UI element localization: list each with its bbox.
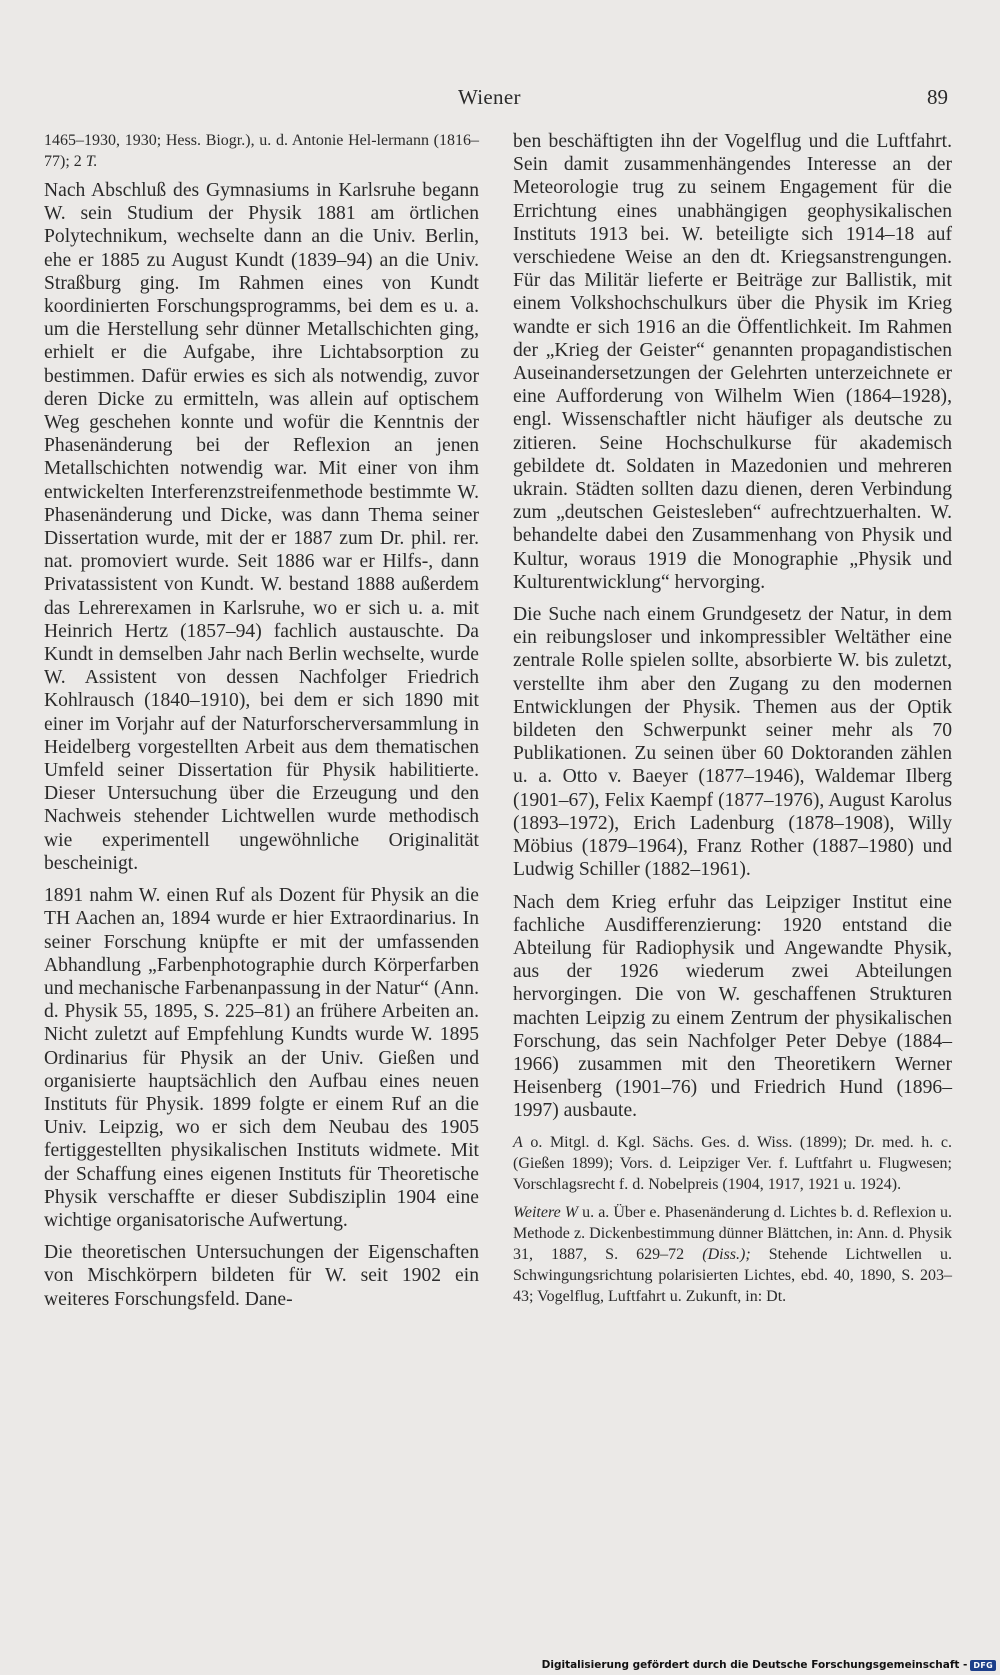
works-text-2: Stehende Lichtwellen u. Schwingungsrichtung polarisierten Lichtes, ebd. 40, 1890, S. 203–43; Vogelflug, Luftfahrt u. Zukunft, in: Dt. bbox=[513, 1245, 953, 1305]
genealogy-text: 1465–1930, 1930; Hess. Biogr.), u. d. Antonie Hel-lermann (1816–77); 2 bbox=[44, 132, 479, 170]
paragraph-education: Nach Abschluß des Gymnasiums in Karlsruhe begann W. sein Studium der Physik 1881 am örtlichen Polytechnikum, wechselte dann an die Univ. Berlin, ehe er 1885 zu August Kundt (1839–94) an die Univ. Straßburg ging. Im Rahmen eines von Kundt koordinierten Forschungsprogramms, bei dem es u. a. um die Herstellung sehr dünner Metallschichten ging, erhielt er die Aufgabe, ihre Lichtabsorption zu bestimmen. Dafür erwies es sich als notwendig, zuvor deren Dicke zu ermitteln, was allein auf optischem Weg geschehen konnte und wofür die Kenntnis der Phasenänderung bei der Reflexion an jenen Metallschichten notwendig war. Mit einer von ihm entwickelten Interferenzstreifenmethode bestimmte W. Phasenänderung und Dicke, was dann Thema seiner Dissertation wurde, mit der er 1887 zum Dr. phil. rer. nat. promoviert wurde. Seit 1886 war er Hilfs-, dann Privatassistent von Kundt. W. bestand 1888 außerdem das Lehrerexamen in Karlsruhe, wo er sich u. a. mit Heinrich Hertz (1857–94) fachlich austauschte. Da Kundt in demselben Jahr nach Berlin wechselte, wurde W. Assistent von dessen Nachfolger Friedrich Kohlrausch (1840–1910), bei dem er sich 1890 mit einer im Vorjahr auf der Naturforscherversammlung in Heidelberg vorgestellten Arbeit aus dem thematischen Umfeld seiner Dissertation für Physik habilitierte. Dieser Untersuchung über die Erzeugung und den Nachweis stehender Lichtwellen wurde methodisch wie experimentell ungewöhnliche Originalität bescheinigt. bbox=[44, 180, 479, 874]
left-column bbox=[44, 130, 479, 1320]
honors-paragraph bbox=[513, 1132, 952, 1195]
honors-text: o. Mitgl. d. Kgl. Sächs. Ges. d. Wiss. (1899); Dr. med. h. c. (Gießen 1899); Vors. d. Leipziger Ver. f. Luftfahrt u. Flugwesen; Vorschlagsrecht f. d. Nobelpreis (1904, 1917, 1921 u. 1924). bbox=[513, 1133, 952, 1193]
paragraph-ether: Die Suche nach einem Grundgesetz der Natur, in dem ein reibungsloser und inkompressibler Weltäther eine zentrale Rolle spielen sollte, absorbierte W. bis zuletzt, verstellte ihm aber den Zugang zu den modernen Entwicklungen der Physik. Themen aus der Optik bildeten den Schwerpunkt seiner mehr als 70 Publikationen. Zu seinen über 60 Doktoranden zählen u. a. Otto v. Baeyer (1877–1946), Waldemar Ilberg (1901–67), Felix Kaempf (1877–1976), August Karolus (1893–1972), Erich Ladenburg (1878–1908), Willy Möbius (1879–1964), Franz Rother (1887–1980) und Ludwig Schiller (1882–1961). bbox=[513, 604, 952, 881]
dfg-logo-icon: DFG bbox=[970, 1660, 996, 1671]
works-diss: (Diss.); bbox=[702, 1245, 751, 1263]
paragraph-institute: Nach dem Krieg erfuhr das Leipziger Institut eine fachliche Ausdifferenzierung: 1920 entstand die Abteilung für Radiophysik und Angewandte Physik, aus der 1926 wiederum zwei Abteilungen hervorgingen. Die von W. geschaffenen Strukturen machten Leipzig zu einem Zentrum der physikalischen Forschung, das sein Nachfolger Peter Debye (1884–1966) zusammen mit den Theoretikern Werner Heisenberg (1901–76) und Friedrich Hund (1896–1997) ausbaute. bbox=[513, 891, 952, 1122]
footer-text: Digitalisierung gefördert durch die Deutsche Forschungsgemeinschaft - bbox=[541, 1659, 968, 1671]
genealogy-paragraph bbox=[44, 130, 479, 172]
genealogy-em: T. bbox=[85, 153, 98, 170]
running-header-title: Wiener bbox=[458, 85, 521, 109]
paragraph-war: ben beschäftigten ihn der Vogelflug und die Luftfahrt. Sein damit zusammenhängendes Interesse an der Meteorologie trug zu seinem Engagement für die Errichtung eines unabhängigen geophysikalischen Instituts 1913 bei. W. beteiligte sich 1914–18 auf verschiedene Weise an den dt. Kriegsanstrengungen. Für das Militär lieferte er Beiträge zur Ballistik, mit einem Volkshochschulkurs über die Physik im Krieg wandte er sich 1916 an die Öffentlichkeit. Im Rahmen der „Krieg der Geister“ genannten propagandistischen Auseinandersetzungen der Gelehrten unterzeichnete er eine Aufforderung von Wilhelm Wien (1864–1928), engl. Wissenschaftler nicht häufiger als deutsche zu zitieren. Seine Hochschulkurse für akademisch gebildete dt. Soldaten in Mazedonien und mehreren ukrain. Städten sollten dazu dienen, deren Verbindung zum „deutschen Geistesleben“ aufrechtzuerhalten. W. behandelte dabei den Zusammenhang von Physik und Kultur, woraus 1919 die Monographie „Physik und Kulturentwicklung“ hervorging. bbox=[513, 131, 952, 593]
works-text-1: u. a. Über e. Phasenänderung d. Lichtes b. d. Reflexion u. Methode z. Dickenbestimmung dünner Blättchen, in: Ann. d. Physik 31, 1887, S. 629–72 bbox=[513, 1203, 952, 1263]
works-paragraph bbox=[513, 1202, 952, 1307]
right-column bbox=[513, 130, 952, 1314]
works-label: Weitere W bbox=[513, 1203, 579, 1221]
paragraph-research: Die theoretischen Untersuchungen der Eigenschaften von Mischkörpern bildeten für W. seit 1902 ein weiteres Forschungsfeld. Dane- bbox=[44, 1242, 479, 1310]
digitization-footer bbox=[542, 1659, 996, 1671]
honors-label: A bbox=[513, 1133, 523, 1151]
paragraph-career: 1891 nahm W. einen Ruf als Dozent für Physik an die TH Aachen an, 1894 wurde er hier Extraordinarius. In seiner Forschung knüpfte er mit der umfassenden Abhandlung „Farbenphotographie durch Körperfarben und mechanische Farbenanpassung in der Natur“ (Ann. d. Physik 55, 1895, S. 225–81) an frühere Arbeiten an. Nicht zuletzt auf Empfehlung Kundts wurde W. 1895 Ordinarius für Physik an der Univ. Gießen und organisierte hauptsächlich den Aufbau eines neuen Instituts für Physik. 1899 folgte er einem Ruf an die Univ. Leipzig, wo er sich dem Neubau des 1905 fertiggestellten physikalischen Instituts widmete. Mit der Schaffung eines eigenen Instituts für Theoretische Physik verschaffte er dieser Subdisziplin 1904 eine wichtige organisatorische Aufwertung. bbox=[44, 885, 479, 1231]
page-number: 89 bbox=[927, 85, 948, 109]
